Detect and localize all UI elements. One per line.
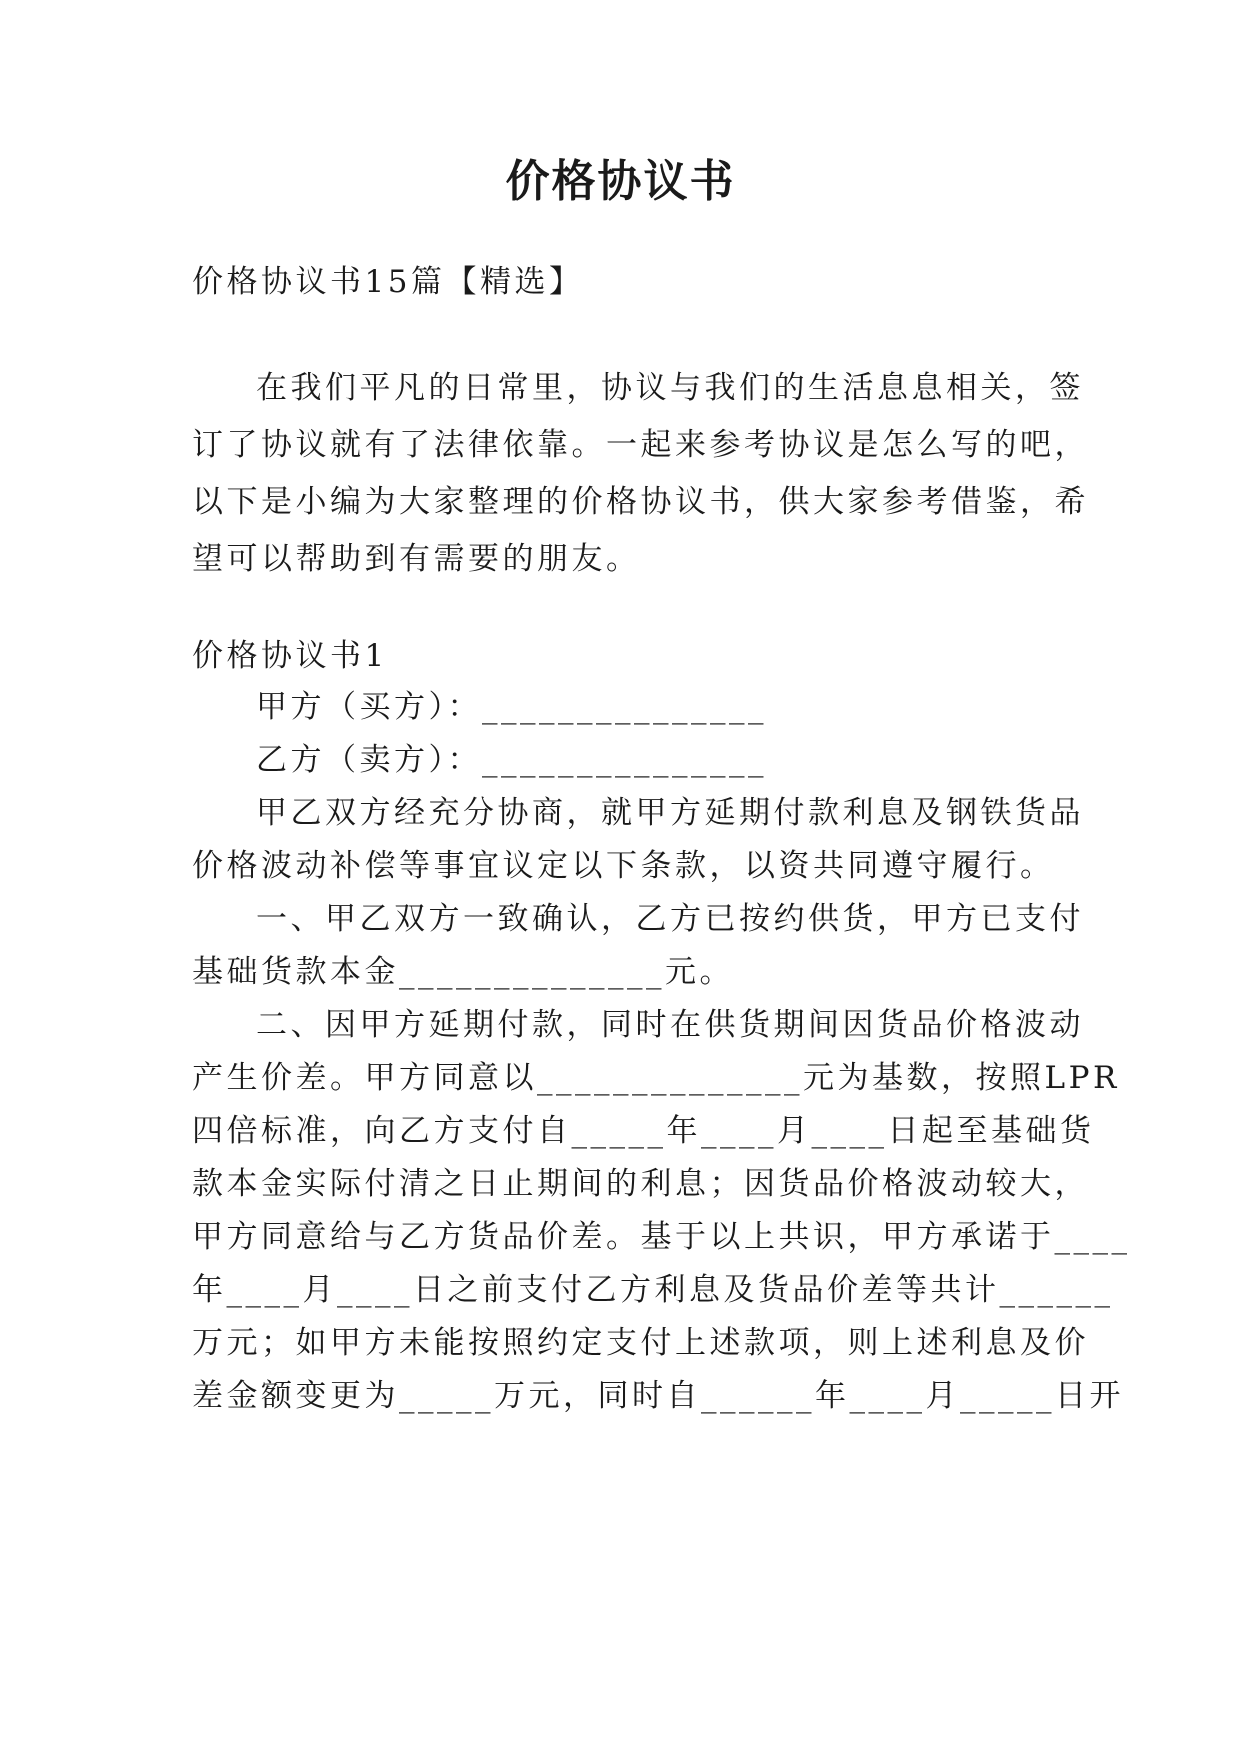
body-line: 甲乙双方经充分协商，就甲方延期付款利息及钢铁货品 — [256, 795, 1084, 831]
intro-line: 以下是小编为大家整理的价格协议书，供大家参考借鉴，希 — [192, 484, 1089, 520]
body-line: 万元；如甲方未能按照约定支付上述款项，则上述利息及价 — [192, 1325, 1089, 1361]
page-title: 价格协议书 — [505, 156, 736, 207]
body-line: 价格波动补偿等事宜议定以下条款，以资共同遵守履行。 — [192, 848, 1055, 884]
body-line: 年____月____日之前支付乙方利息及货品价差等共计______ — [192, 1272, 1114, 1308]
party-a-line: 甲方（买方）：_______________ — [256, 689, 767, 725]
body-line: 二、因甲方延期付款，同时在供货期间因货品价格波动 — [256, 1007, 1084, 1043]
party-b-line: 乙方（卖方）：_______________ — [256, 742, 767, 778]
intro-line: 望可以帮助到有需要的朋友。 — [192, 541, 641, 577]
body-line: 产生价差。甲方同意以______________元为基数，按照LPR — [192, 1060, 1120, 1096]
body-line: 一、甲乙双方一致确认，乙方已按约供货，甲方已支付 — [256, 901, 1084, 937]
body-line: 差金额变更为_____万元，同时自______年____月_____日开 — [192, 1378, 1124, 1414]
intro-line: 在我们平凡的日常里，协议与我们的生活息息相关，签 — [256, 370, 1084, 406]
body-line: 甲方同意给与乙方货品价差。基于以上共识，甲方承诺于____ — [192, 1219, 1131, 1255]
section-heading: 价格协议书1 — [192, 638, 388, 674]
body-line: 四倍标准，向乙方支付自_____年____月____日起至基础货 — [192, 1113, 1095, 1149]
document-subtitle: 价格协议书15篇【精选】 — [192, 264, 584, 300]
intro-line: 订了协议就有了法律依靠。一起来参考协议是怎么写的吧， — [192, 427, 1089, 463]
body-line: 基础货款本金______________元。 — [192, 954, 734, 990]
body-line: 款本金实际付清之日止期间的利息；因货品价格波动较大， — [192, 1166, 1089, 1202]
